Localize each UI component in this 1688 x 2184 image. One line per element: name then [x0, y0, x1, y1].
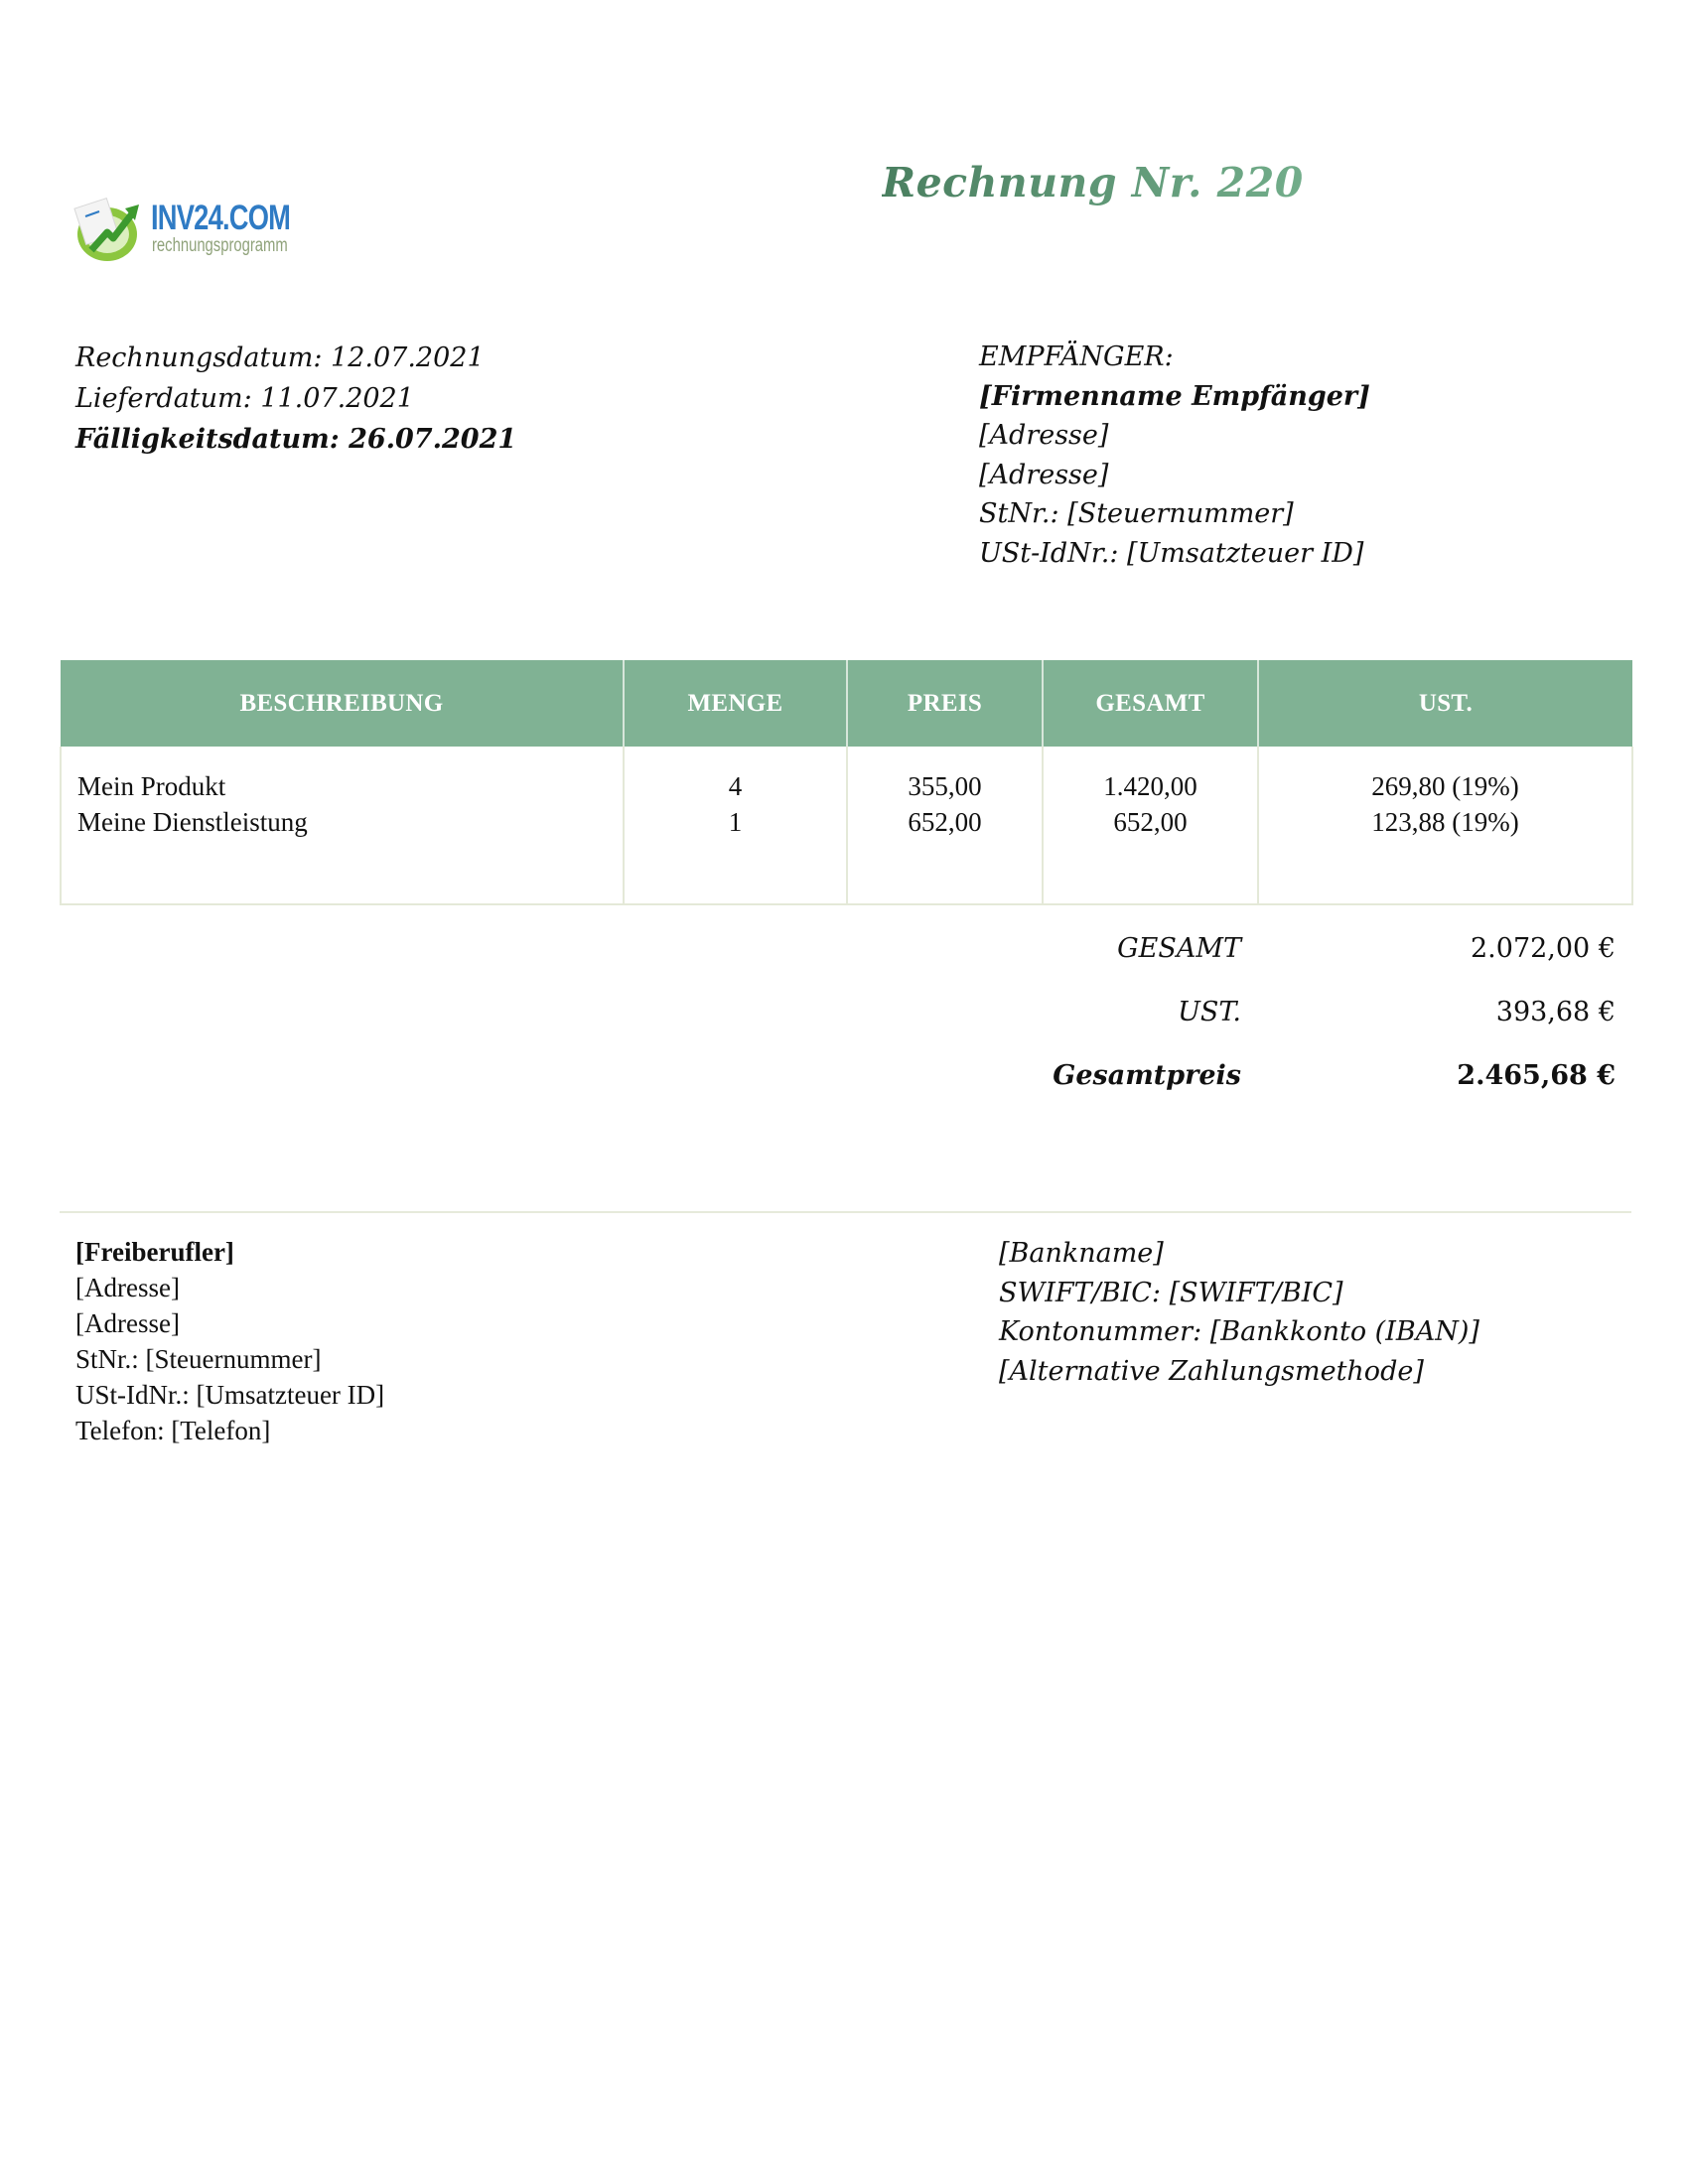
bank-name: [Bankname] — [999, 1238, 1164, 1269]
sender-name: [Freiberufler] — [75, 1237, 234, 1267]
bank-account: Kontonummer: [Bankkonto (IBAN)] — [999, 1316, 1479, 1347]
sender-address-1: [Adresse] — [75, 1273, 180, 1302]
delivery-date: Lieferdatum: 11.07.2021 — [75, 383, 414, 414]
sender-vat-id: USt-IdNr.: [Umsatzteuer ID] — [75, 1380, 385, 1410]
item-vat: 269,80 (19%) — [1371, 771, 1519, 801]
item-price: 355,00 — [908, 771, 982, 801]
invoice-growth-arrow-icon — [73, 195, 143, 264]
item-total: 1.420,00 — [1103, 771, 1197, 801]
logo-brand-text: INV24.COM — [151, 199, 291, 237]
column-header-description: BESCHREIBUNG — [61, 660, 624, 747]
company-logo — [73, 191, 312, 270]
column-header-price: PREIS — [847, 660, 1043, 747]
recipient-tax-number: StNr.: [Steuernummer] — [979, 498, 1294, 529]
table-row — [61, 747, 1632, 904]
total-cell — [1043, 747, 1258, 904]
totals-block — [894, 933, 1616, 1124]
subtotal-label: GESAMT — [1117, 933, 1241, 964]
item-description: Meine Dienstleistung — [77, 807, 308, 837]
footer-divider — [60, 1211, 1631, 1213]
invoice-title: Rechnung Nr. 220 — [882, 159, 1304, 206]
recipient-company: [Firmenname Empfänger] — [979, 380, 1370, 412]
item-vat: 123,88 (19%) — [1371, 807, 1519, 837]
vat-value: 393,68 € — [1495, 997, 1616, 1027]
logo-tagline: rechnungsprogramm — [152, 235, 288, 256]
recipient-address-1: [Adresse] — [979, 420, 1109, 451]
recipient-block — [979, 338, 1370, 573]
item-description: Mein Produkt — [77, 771, 226, 801]
description-cell — [61, 747, 624, 904]
bank-block — [999, 1234, 1479, 1391]
invoice-date: Rechnungsdatum: 12.07.2021 — [75, 342, 485, 373]
column-header-vat: UST. — [1258, 660, 1632, 747]
sender-block — [75, 1234, 384, 1448]
recipient-heading: EMPFÄNGER: — [979, 341, 1174, 372]
sender-address-2: [Adresse] — [75, 1308, 180, 1338]
alternative-payment: [Alternative Zahlungsmethode] — [999, 1355, 1424, 1387]
bank-swift: SWIFT/BIC: [SWIFT/BIC] — [999, 1277, 1343, 1308]
grand-total-label: Gesamtpreis — [1053, 1060, 1241, 1091]
item-quantity: 4 — [728, 771, 743, 801]
quantity-cell — [624, 747, 847, 904]
price-cell — [847, 747, 1043, 904]
vat-cell — [1258, 747, 1632, 904]
recipient-address-2: [Adresse] — [979, 459, 1109, 490]
sender-tax-number: StNr.: [Steuernummer] — [75, 1344, 322, 1374]
vat-row — [894, 997, 1616, 1060]
vat-label: UST. — [1178, 997, 1241, 1027]
column-header-total: GESAMT — [1043, 660, 1258, 747]
item-price: 652,00 — [908, 807, 982, 837]
subtotal-value: 2.072,00 € — [1471, 933, 1616, 964]
grand-total-value: 2.465,68 € — [1457, 1060, 1616, 1091]
recipient-vat-id: USt-IdNr.: [Umsatzteuer ID] — [979, 537, 1364, 569]
sender-phone: Telefon: [Telefon] — [75, 1416, 271, 1445]
item-quantity: 1 — [728, 807, 743, 837]
table-header-row — [61, 660, 1632, 747]
invoice-dates — [75, 338, 516, 460]
item-total: 652,00 — [1113, 807, 1188, 837]
subtotal-row — [894, 933, 1616, 997]
column-header-quantity: MENGE — [624, 660, 847, 747]
grand-total-row — [894, 1060, 1616, 1124]
due-date: Fälligkeitsdatum: 26.07.2021 — [75, 424, 517, 455]
line-items-table — [60, 660, 1633, 905]
